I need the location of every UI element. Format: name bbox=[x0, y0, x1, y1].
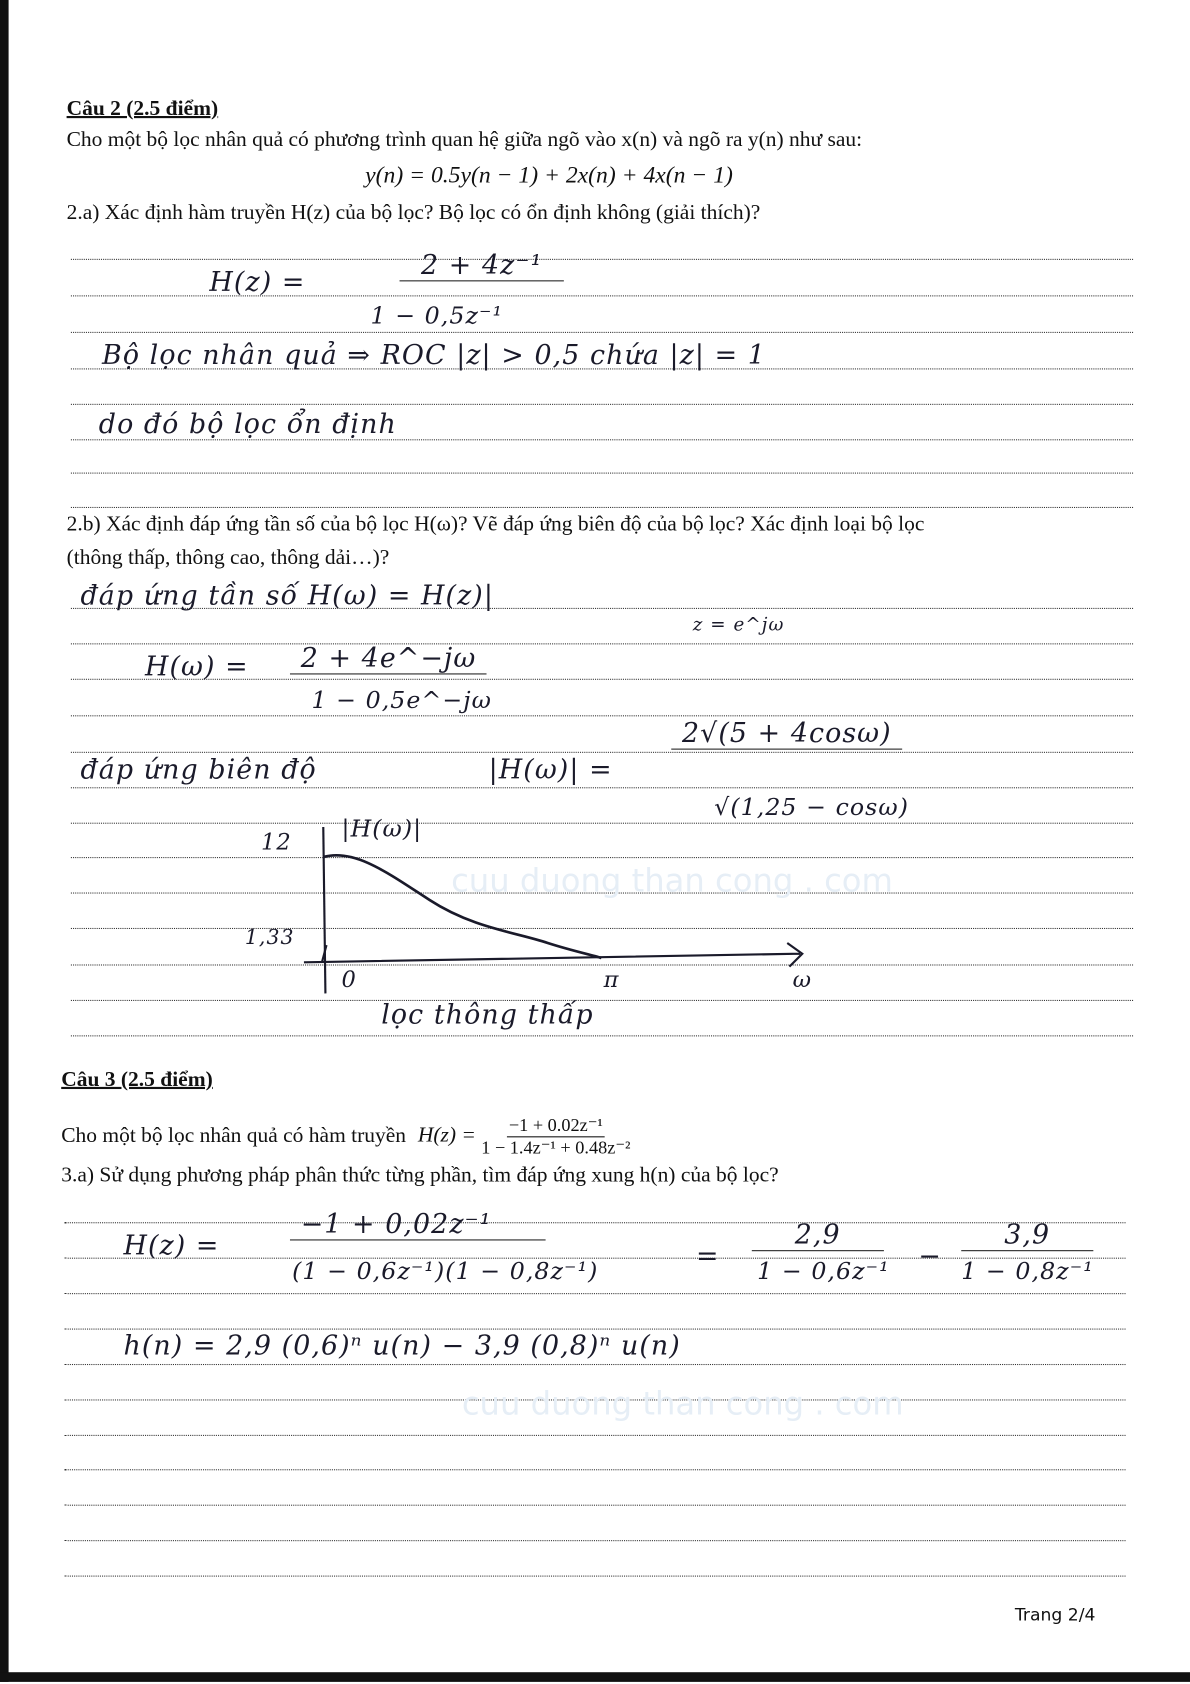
hw-mag-den: √(1,25 − cosω) bbox=[714, 794, 910, 822]
hw-freq-response-def: đáp ứng tần số H(ω) = H(z)| bbox=[80, 579, 494, 612]
q2-intro: Cho một bộ lọc nhân quả có phương trình quan hệ giữa ngõ vào x(n) và ngõ ra y(n) như sau: bbox=[66, 127, 863, 152]
q3-hz-fraction bbox=[481, 1115, 630, 1159]
hw-term2-den: 1 − 0,8z⁻¹ bbox=[961, 1258, 1094, 1286]
hw-freq-response-sub: z = e^jω bbox=[692, 614, 785, 636]
watermark: cuu duong than cong . com bbox=[451, 862, 893, 901]
hw-mag-lhs: |H(ω)| = bbox=[488, 753, 613, 786]
hw-magnitude-label: đáp ứng biên độ bbox=[80, 753, 317, 786]
hw-hw-den: 1 − 0,5e^−jω bbox=[311, 687, 492, 715]
hw-hz-lhs: H(z) = bbox=[209, 266, 306, 298]
graph-y-axis bbox=[323, 827, 325, 993]
hw-impulse-response: h(n) = 2,9 (0,6)ⁿ u(n) − 3,9 (0,8)ⁿ u(n) bbox=[123, 1329, 681, 1361]
graph-y-label: |H(ω)| bbox=[341, 816, 423, 844]
q3-hz-den: 1 − 1.4z⁻¹ + 0.48z⁻² bbox=[481, 1137, 631, 1158]
q3a-prompt: 3.a) Sử dụng phương pháp phân thức từng phần, tìm đáp ứng xung h(n) của bộ lọc? bbox=[61, 1163, 779, 1187]
hw-hz-num: 2 + 4z⁻¹ bbox=[400, 249, 564, 281]
graph-origin: 0 bbox=[341, 966, 357, 993]
hw-hw-lhs: H(ω) = bbox=[144, 650, 249, 682]
graph-y-max: 12 bbox=[260, 829, 292, 855]
hw-stability-conclusion: do đó bộ lọc ổn định bbox=[98, 408, 397, 440]
graph-x-label: ω bbox=[792, 966, 813, 993]
hw-q3-den: (1 − 0,6z⁻¹)(1 − 0,8z⁻¹) bbox=[292, 1258, 599, 1286]
hw-equals: = bbox=[695, 1240, 720, 1272]
q2-heading: Câu 2 (2.5 điểm) bbox=[66, 96, 219, 121]
hw-hw-num: 2 + 4e^−jω bbox=[290, 642, 487, 674]
q2b-prompt-line1: 2.b) Xác định đáp ứng tần số của bộ lọc H(ω)? Vẽ đáp ứng biên độ của bộ lọc? Xác định loại bộ lọc bbox=[66, 512, 925, 536]
hw-stability-reason: Bộ lọc nhân quả ⇒ ROC |z| > 0,5 chứa |z| = 1 bbox=[102, 339, 766, 371]
hw-minus: − bbox=[918, 1240, 942, 1272]
q3-hz-num: −1 + 0.02z⁻¹ bbox=[507, 1115, 605, 1138]
hw-filter-type: lọc thông thấp bbox=[381, 998, 594, 1030]
hw-term2-num: 3,9 bbox=[961, 1219, 1093, 1251]
graph-curve bbox=[323, 855, 601, 958]
q2a-prompt: 2.a) Xác định hàm truyền H(z) của bộ lọc? Bộ lọc có ổn định không (giải thích)? bbox=[66, 200, 761, 225]
q2-equation: y(n) = 0.5y(n − 1) + 2x(n) + 4x(n − 1) bbox=[365, 161, 733, 188]
page-number: Trang 2/4 bbox=[1014, 1604, 1096, 1625]
hw-q3-lhs: H(z) = bbox=[123, 1229, 220, 1261]
q3-intro bbox=[61, 1115, 630, 1159]
watermark: cuu duong than cong . com bbox=[461, 1385, 904, 1424]
q3-hz-lhs: H(z) = bbox=[417, 1123, 476, 1148]
q3-heading: Câu 3 (2.5 điểm) bbox=[61, 1067, 213, 1092]
hw-hz-den: 1 − 0,5z⁻¹ bbox=[370, 302, 504, 330]
graph-y-min: 1,33 bbox=[244, 925, 295, 950]
graph-x-axis bbox=[304, 943, 802, 967]
q2b-prompt-line2: (thông thấp, thông cao, thông dải…)? bbox=[66, 545, 390, 570]
hw-term1-den: 1 − 0,6z⁻¹ bbox=[757, 1258, 890, 1286]
graph-pi: π bbox=[603, 966, 620, 993]
hw-mag-num: 2√(5 + 4cosω) bbox=[671, 717, 902, 749]
hw-term1-num: 2,9 bbox=[752, 1219, 884, 1251]
hw-q3-num: −1 + 0,02z⁻¹ bbox=[290, 1208, 545, 1240]
q3-intro-text: Cho một bộ lọc nhân quả có hàm truyền bbox=[61, 1123, 407, 1148]
